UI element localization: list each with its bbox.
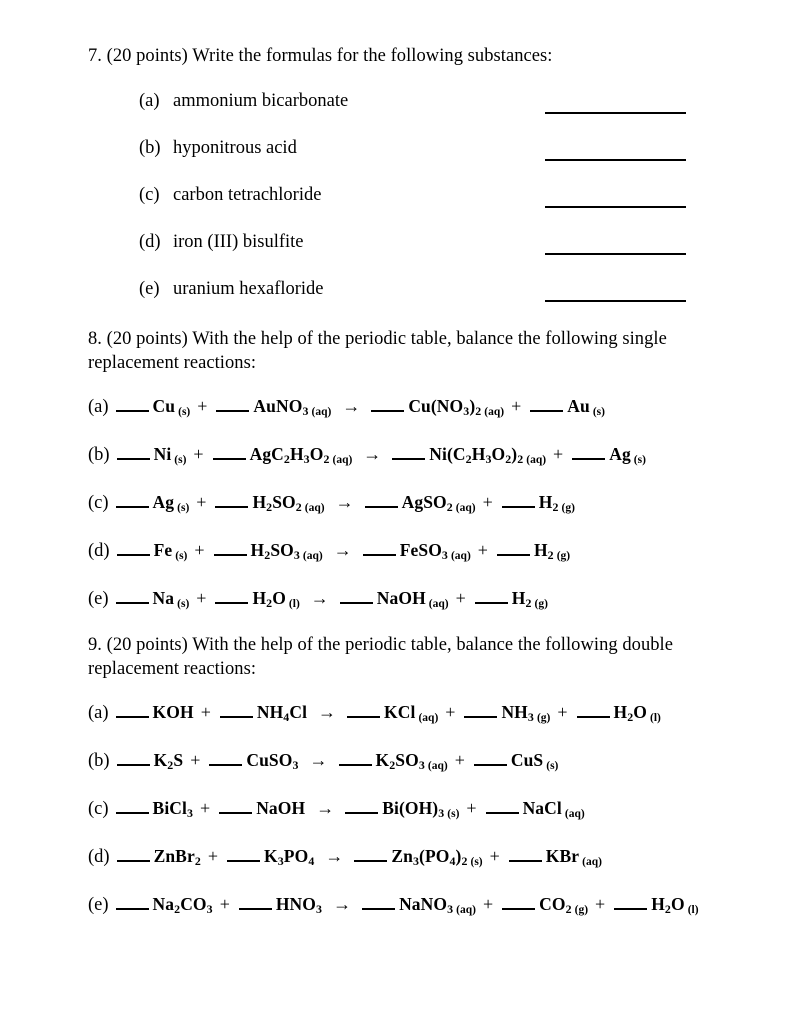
question-8-equation-list <box>88 396 738 636</box>
reaction-equation <box>88 492 738 540</box>
state-label: (aq) <box>484 405 505 418</box>
reaction-equation <box>88 846 738 894</box>
coefficient-blank[interactable] <box>116 812 149 814</box>
state-label: (s) <box>174 453 187 466</box>
plus-operator: + <box>207 846 219 866</box>
equation-letter: (d) <box>88 541 110 561</box>
question-7-item <box>88 91 708 138</box>
substance-name: ammonium bicarbonate <box>173 91 349 111</box>
item-letter: (e) <box>139 279 160 299</box>
state-label: (s) <box>177 597 190 610</box>
reaction-arrow-icon: → <box>318 702 337 722</box>
chemical-formula: $NH_3$ <box>501 702 534 725</box>
state-label: (aq) <box>332 453 353 466</box>
state-label: (g) <box>574 903 589 916</box>
chemical-formula: KCl <box>384 702 416 722</box>
chemical-formula: ZnBr$_2$ <box>153 846 201 869</box>
chemical-formula: $H_2O$ <box>252 588 286 611</box>
state-label: (l) <box>288 597 300 610</box>
question-7-item <box>88 232 708 279</box>
equation-letter: (a) <box>88 397 109 417</box>
chemical-formula: Na <box>152 588 175 608</box>
reaction-arrow-icon: → <box>342 396 361 416</box>
reaction-arrow-icon: → <box>363 444 382 464</box>
state-label: (s) <box>633 453 646 466</box>
plus-operator: + <box>553 444 564 464</box>
coefficient-blank[interactable] <box>227 860 260 862</box>
plus-operator: + <box>190 750 201 770</box>
chemical-formula: Cu <box>152 396 176 416</box>
substance-name: iron (III) bisulfite <box>173 232 304 252</box>
chemical-formula: $AgC_2H_3O_2$ <box>249 444 330 467</box>
chemical-formula: $Ni(C_2H_3O_2)_2$ <box>429 444 524 467</box>
coefficient-blank[interactable] <box>214 554 247 556</box>
coefficient-blank[interactable] <box>614 908 647 910</box>
coefficient-blank[interactable] <box>117 860 150 862</box>
question-7-item <box>88 279 708 326</box>
state-label: (aq) <box>582 855 602 868</box>
plus-operator: + <box>477 540 488 560</box>
reaction-arrow-icon: → <box>325 846 344 866</box>
equation-letter: (d) <box>88 847 110 867</box>
chemical-formula: $NH_4Cl$ <box>256 702 308 725</box>
coefficient-blank[interactable] <box>116 908 149 910</box>
plus-operator: + <box>466 798 477 818</box>
reaction-equation <box>88 894 738 942</box>
chemical-formula: Ni <box>153 444 172 464</box>
item-letter: (c) <box>139 185 160 205</box>
reaction-equation <box>88 540 738 588</box>
chemical-formula: CuS <box>510 750 544 770</box>
chemical-formula: NaNO$_3$ <box>399 894 454 917</box>
state-label: (aq) <box>428 597 449 610</box>
reaction-arrow-icon: → <box>335 492 354 512</box>
equation-letter: (a) <box>88 703 109 723</box>
coefficient-blank[interactable] <box>215 506 248 508</box>
coefficient-blank[interactable] <box>216 410 249 412</box>
item-letter: (b) <box>139 138 161 158</box>
chemical-formula: $H_2O$ <box>613 702 647 725</box>
equation-letter: (c) <box>88 799 109 819</box>
question-7-section <box>88 44 708 326</box>
plus-operator: + <box>454 750 465 770</box>
coefficient-blank[interactable] <box>220 716 253 718</box>
state-label: (s) <box>470 855 483 868</box>
chemical-formula: $Cu(NO_3)_2$ <box>408 396 482 419</box>
plus-operator: + <box>197 396 208 416</box>
chemical-formula: Ag <box>609 444 631 464</box>
chemical-formula: $K_2S$ <box>153 750 184 773</box>
chemical-formula: $CO_2$ <box>539 894 572 917</box>
state-label: (aq) <box>564 807 585 820</box>
coefficient-blank[interactable] <box>464 716 497 718</box>
coefficient-blank[interactable] <box>116 410 149 412</box>
coefficient-blank[interactable] <box>502 908 535 910</box>
plus-operator: + <box>511 396 522 416</box>
state-label: (aq) <box>311 405 332 418</box>
chemical-formula: $K_2SO_3$ <box>375 750 425 773</box>
coefficient-blank[interactable] <box>392 458 425 460</box>
state-label: (s) <box>447 807 460 820</box>
state-label: (aq) <box>302 549 323 562</box>
state-label: (g) <box>534 597 548 610</box>
answer-blank[interactable] <box>545 159 686 161</box>
chemical-formula: NaOH <box>376 588 426 608</box>
coefficient-blank[interactable] <box>486 812 519 814</box>
question-7-item-list <box>88 91 708 326</box>
reaction-arrow-icon: → <box>309 750 328 770</box>
state-label: (g) <box>536 711 551 724</box>
answer-blank[interactable] <box>545 300 686 302</box>
chemical-formula: Au <box>567 396 590 416</box>
coefficient-blank[interactable] <box>239 908 272 910</box>
plus-operator: + <box>482 894 494 914</box>
coefficient-blank[interactable] <box>475 602 508 604</box>
chemical-formula: KOH <box>152 702 194 722</box>
coefficient-blank[interactable] <box>345 812 378 814</box>
coefficient-blank[interactable] <box>371 410 404 412</box>
coefficient-blank[interactable] <box>339 764 372 766</box>
plus-operator: + <box>193 444 204 464</box>
chemical-formula: BiCl$_3$ <box>152 798 194 821</box>
question-9-section <box>88 633 738 942</box>
coefficient-blank[interactable] <box>474 764 507 766</box>
state-label: (aq) <box>418 711 439 724</box>
coefficient-blank[interactable] <box>530 410 563 412</box>
chemical-formula: NaOH <box>256 798 306 818</box>
coefficient-blank[interactable] <box>509 860 542 862</box>
chemical-formula: $Zn_3(PO_4)_2$ <box>391 846 468 869</box>
chemical-formula: Fe <box>153 540 173 560</box>
question-8-heading: 8. (20 points) With the help of the periodic table, balance the following single replacement reactions: <box>88 329 667 373</box>
chemical-formula: CuSO$_3$ <box>246 750 299 773</box>
answer-blank[interactable] <box>545 206 686 208</box>
state-label: (s) <box>177 501 190 514</box>
answer-blank[interactable] <box>545 112 686 114</box>
reaction-arrow-icon: → <box>333 540 352 560</box>
chemical-formula: $H_2SO_3$ <box>250 540 300 563</box>
plus-operator: + <box>455 588 466 608</box>
state-label: (l) <box>650 711 661 724</box>
equation-letter: (b) <box>88 445 110 465</box>
question-7-item <box>88 138 708 185</box>
state-label: (aq) <box>304 501 325 514</box>
question-8-section <box>88 327 738 636</box>
state-label: (l) <box>687 903 699 916</box>
answer-blank[interactable] <box>545 253 686 255</box>
coefficient-blank[interactable] <box>362 908 395 910</box>
question-9-equation-list <box>88 702 738 942</box>
reaction-equation <box>88 396 738 444</box>
reaction-equation <box>88 702 738 750</box>
plus-operator: + <box>200 702 211 722</box>
coefficient-blank[interactable] <box>340 602 373 604</box>
plus-operator: + <box>489 846 500 866</box>
state-label: (aq) <box>450 549 471 562</box>
reaction-arrow-icon: → <box>316 798 335 818</box>
question-7-item <box>88 185 708 232</box>
item-letter: (a) <box>139 91 160 111</box>
state-label: (s) <box>592 405 605 418</box>
equation-letter: (e) <box>88 895 109 915</box>
chemical-formula: $Na_2CO_3$ <box>152 894 213 917</box>
state-label: (aq) <box>455 501 476 514</box>
plus-operator: + <box>196 492 207 512</box>
question-7-heading: 7. (20 points) Write the formulas for the following substances: <box>88 46 553 66</box>
coefficient-blank[interactable] <box>209 764 242 766</box>
chemical-formula: Ag <box>152 492 175 512</box>
item-letter: (d) <box>139 232 161 252</box>
coefficient-blank[interactable] <box>117 554 150 556</box>
state-label: (aq) <box>526 453 547 466</box>
equation-letter: (e) <box>88 589 109 609</box>
substance-name: hyponitrous acid <box>173 138 297 158</box>
plus-operator: + <box>194 540 205 560</box>
equation-letter: (b) <box>88 751 110 771</box>
coefficient-blank[interactable] <box>213 458 246 460</box>
state-label: (s) <box>546 759 559 772</box>
coefficient-blank[interactable] <box>354 860 387 862</box>
chemical-formula: $H_2O$ <box>651 894 685 917</box>
coefficient-blank[interactable] <box>116 602 149 604</box>
coefficient-blank[interactable] <box>117 764 150 766</box>
coefficient-blank[interactable] <box>117 458 150 460</box>
coefficient-blank[interactable] <box>347 716 380 718</box>
chemical-formula: AuNO$_3$ <box>253 396 309 419</box>
state-label: (g) <box>556 549 571 562</box>
coefficient-blank[interactable] <box>572 458 605 460</box>
plus-operator: + <box>445 702 456 722</box>
reaction-equation <box>88 444 738 492</box>
plus-operator: + <box>557 702 568 722</box>
chemical-formula: $H_2$ <box>533 540 554 563</box>
question-9-heading: 9. (20 points) With the help of the periodic table, balance the following double replacement reactions: <box>88 635 673 679</box>
reaction-arrow-icon: → <box>333 894 352 914</box>
reaction-equation <box>88 588 738 636</box>
chemical-formula: $H_2SO_2$ <box>252 492 302 515</box>
plus-operator: + <box>196 588 207 608</box>
state-label: (aq) <box>427 759 448 772</box>
reaction-equation <box>88 798 738 846</box>
substance-name: carbon tetrachloride <box>173 185 322 205</box>
coefficient-blank[interactable] <box>363 554 396 556</box>
plus-operator: + <box>219 894 230 914</box>
coefficient-blank[interactable] <box>502 506 535 508</box>
coefficient-blank[interactable] <box>116 506 149 508</box>
plus-operator: + <box>595 894 606 914</box>
plus-operator: + <box>200 798 211 818</box>
chemical-formula: $Bi(OH)_3$ <box>382 798 445 821</box>
reaction-arrow-icon: → <box>310 588 329 608</box>
chemical-formula: FeSO$_3$ <box>399 540 448 563</box>
reaction-equation <box>88 750 738 798</box>
chemical-formula: $H_2$ <box>538 492 559 515</box>
chemical-formula: $H_2$ <box>511 588 532 611</box>
chemical-formula: KBr <box>545 846 580 866</box>
plus-operator: + <box>482 492 493 512</box>
chemical-formula: NaCl <box>522 798 562 818</box>
equation-letter: (c) <box>88 493 109 513</box>
state-label: (s) <box>178 405 191 418</box>
substance-name: uranium hexafloride <box>173 279 324 299</box>
coefficient-blank[interactable] <box>577 716 610 718</box>
chemical-formula: $HNO_3$ <box>275 894 323 917</box>
coefficient-blank[interactable] <box>215 602 248 604</box>
chemical-formula: AgSO$_2$ <box>401 492 453 515</box>
chemical-formula: $K_3PO_4$ <box>264 846 315 869</box>
state-label: (g) <box>561 501 575 514</box>
coefficient-blank[interactable] <box>219 812 252 814</box>
state-label: (s) <box>175 549 188 562</box>
state-label: (aq) <box>456 903 476 916</box>
coefficient-blank[interactable] <box>497 554 530 556</box>
coefficient-blank[interactable] <box>116 716 149 718</box>
coefficient-blank[interactable] <box>365 506 398 508</box>
